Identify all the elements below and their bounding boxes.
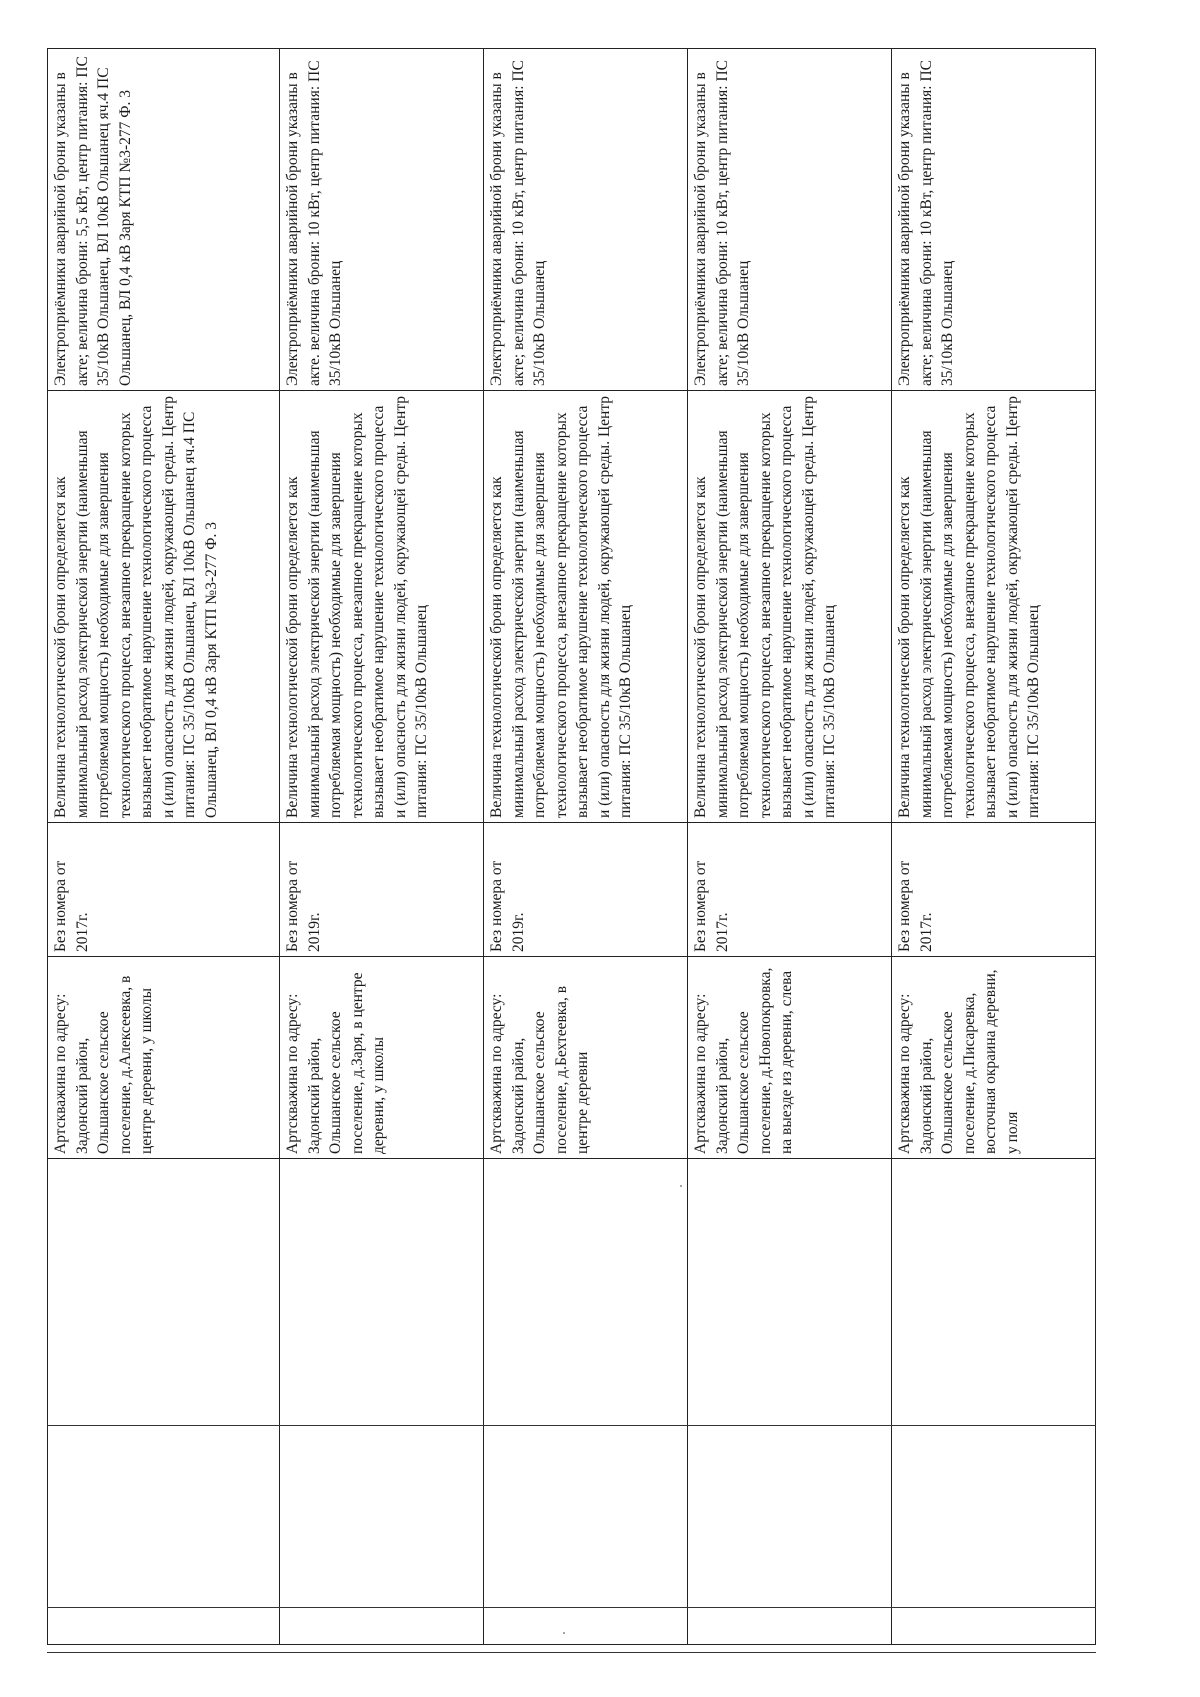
document-cell: Без номера от 2019г. bbox=[280, 823, 484, 957]
technological-reserve-cell: Величина технологической брони определяется как минимальный расход электрической энергии (наименьшая потребляемая мощность) необходимые для завершения технологического процесса, внезапное прекращение которых вызывает необратимое нарушение технологического процесса и (или) опасность для жизни людей, окружающей среды. Центр питания: ПС 35/10кВ Ольшанец bbox=[688, 391, 892, 823]
address-cell: Артскважина по адресу: Задонский район, Ольшанское сельское поселение, д.Новопокровка, на выезде из деревни, слева bbox=[688, 957, 892, 1159]
document-cell: Без номера от 2019г. bbox=[484, 823, 688, 957]
horizontal-rule bbox=[47, 1652, 1096, 1653]
address-cell: Артскважина по адресу: Задонский район, Ольшанское сельское поселение, д.Алексеевка, в центре деревни, у школы bbox=[48, 957, 280, 1159]
document-cell: Без номера от 2017г. bbox=[688, 823, 892, 957]
technological-reserve-cell: Величина технологической брони определяется как минимальный расход электрической энергии (наименьшая потребляемая мощность) необходимые для завершения технологического процесса, внезапное прекращение которых вызывает необратимое нарушение технологического процесса и (или) опасность для жизни людей, окружающей среды. Центр питания: ПС 35/10кВ Ольшанец, ВЛ 10кВ Ольшанец яч.4 ПС Ольшанец, ВЛ 0,4 кВ Заря КТП №3-277 Ф. 3 bbox=[48, 391, 280, 823]
address-cell: Артскважина по адресу: Задонский район, Ольшанское сельское поселение, д.Бехтеевка, в центре деревни bbox=[484, 957, 688, 1159]
table-row bbox=[484, 49, 688, 1645]
emergency-reserve-cell: Электроприёмники аварийной брони указаны в акте. величина брони: 10 кВт, центр питания: ПС 35/10кВ Ольшанец bbox=[280, 49, 484, 391]
table-row bbox=[48, 49, 280, 1645]
technological-reserve-cell: Величина технологической брони определяется как минимальный расход электрической энергии (наименьшая потребляемая мощность) необходимые для завершения технологического процесса, внезапное прекращение которых вызывает необратимое нарушение технологического процесса и (или) опасность для жизни людей, окружающей среды. Центр питания: ПС 35/10кВ Ольшанец bbox=[484, 391, 688, 823]
empty-cell bbox=[892, 1159, 1096, 1645]
technological-reserve-cell: Величина технологической брони определяется как минимальный расход электрической энергии (наименьшая потребляемая мощность) необходимые для завершения технологического процесса, внезапное прекращение которых вызывает необратимое нарушение технологического процесса и (или) опасность для жизни людей, окружающей среды. Центр питания: ПС 35/10кВ Ольшанец bbox=[892, 391, 1096, 823]
table-row bbox=[688, 49, 892, 1645]
emergency-reserve-table bbox=[47, 48, 1096, 1645]
emergency-reserve-cell: Электроприёмники аварийной брони указаны в акте; величина брони: 10 кВт, центр питания: ПС 35/10кВ Ольшанец bbox=[892, 49, 1096, 391]
empty-cell bbox=[280, 1159, 484, 1645]
emergency-reserve-cell: Электроприёмники аварийной брони указаны в акте; величина брони: 5,5 кВт, центр питания: ПС 35/10кВ Ольшанец, ВЛ 10кВ Ольшанец яч.4 ПС Ольшанец, ВЛ 0,4 кВ Заря КТП №3-277 Ф. 3 bbox=[48, 49, 280, 391]
emergency-reserve-cell: Электроприёмники аварийной брони указаны в акте; величина брони: 10 кВт, центр питания: ПС 35/10кВ Ольшанец bbox=[688, 49, 892, 391]
horizontal-rule bbox=[47, 1607, 1096, 1608]
horizontal-rule bbox=[47, 1425, 1096, 1426]
empty-cell bbox=[484, 1159, 688, 1645]
document-cell: Без номера от 2017г. bbox=[48, 823, 280, 957]
table-row bbox=[892, 49, 1096, 1645]
scan-speck bbox=[680, 1185, 682, 1187]
emergency-reserve-cell: Электроприёмники аварийной брони указаны в акте; величина брони: 10 кВт, центр питания: ПС 35/10кВ Ольшанец bbox=[484, 49, 688, 391]
address-cell: Артскважина по адресу: Задонский район, Ольшанское сельское поселение, д.Писаревка, восточная окраина деревни, у поля bbox=[892, 957, 1096, 1159]
rotated-table-wrapper bbox=[47, 49, 1096, 1645]
table-row bbox=[280, 49, 484, 1645]
address-cell: Артскважина по адресу: Задонский район, Ольшанское сельское поселение, д.Заря, в центре деревни, у школы bbox=[280, 957, 484, 1159]
document-sheet bbox=[47, 49, 1096, 1689]
empty-cell bbox=[688, 1159, 892, 1645]
empty-cell bbox=[48, 1159, 280, 1645]
document-cell: Без номера от 2017г. bbox=[892, 823, 1096, 957]
scan-speck bbox=[563, 1632, 565, 1634]
technological-reserve-cell: Величина технологической брони определяется как минимальный расход электрической энергии (наименьшая потребляемая мощность) необходимые для завершения технологического процесса, внезапное прекращение которых вызывает необратимое нарушение технологического процесса и (или) опасность для жизни людей, окружающей среды. Центр питания: ПС 35/10кВ Ольшанец bbox=[280, 391, 484, 823]
